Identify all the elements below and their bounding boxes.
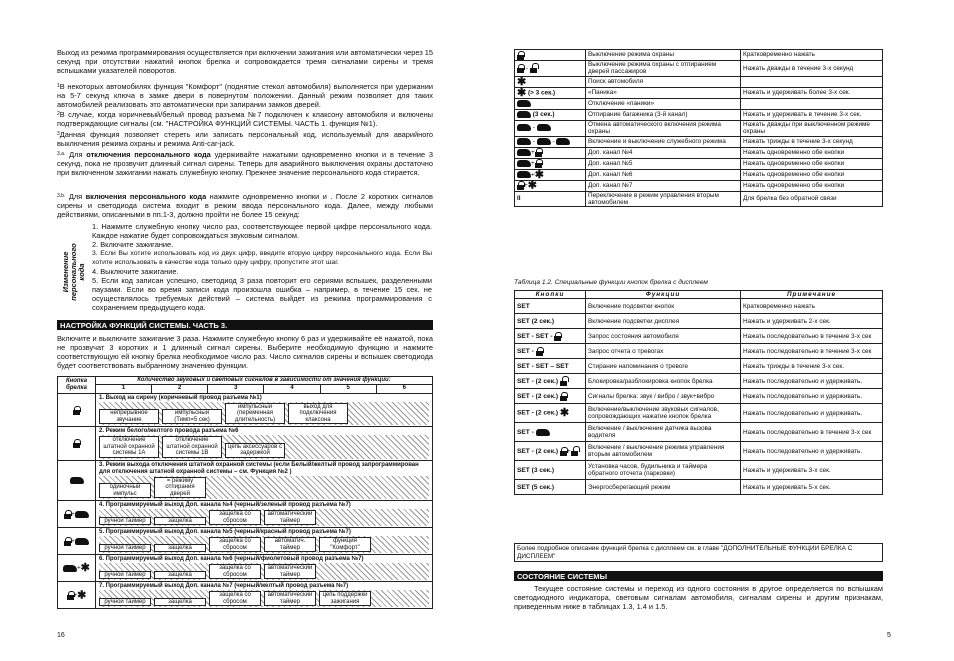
step-3: 3. Если Вы хотите использовать код из двух цифр, введите вторую цифру персонального кода. Если Вы хотите использовать в качестве кода только одну цифру, пропустите этот шаг.: [92, 250, 432, 266]
col-num: 5: [320, 385, 376, 393]
function-cell: Запрос состояния автомобиля: [586, 329, 741, 344]
display-row: [515, 442, 883, 461]
function-cell: Стирание напоминания о тревоге: [586, 359, 741, 374]
option-value: функция "Комфорт": [319, 537, 371, 552]
car-icon: [517, 171, 531, 178]
function-cell: Отпирание багажника (3-й канал): [586, 109, 741, 120]
function-cell: Доп. канал №7: [586, 180, 741, 191]
key-cell: SET: [515, 299, 586, 314]
col-num: 1: [96, 385, 152, 393]
unlock-icon: [530, 64, 537, 73]
note-cell: Нажать последовательно и удерживать.: [741, 374, 883, 389]
key-cell: SET -: [515, 344, 586, 359]
disable-code-paragraph: $^{3.a.}$ Для отключения персонального кода удерживайте нажатыми одновременно кнопки и в течение 3 секунд, пока не прозвучит длинный сигнал сирены. Теперь для аварийного выключения охраны достаточно при включенном зажигании нажать служебную кнопку. Прежнее значение персонального кода стирается.: [57, 150, 433, 177]
table-caption: Таблица 1.2. Специальные функции кнопок брелка с дисплеем: [514, 279, 708, 286]
function-cell: «Паника»: [586, 87, 741, 98]
note-cell: Нажать одновременно обе кнопки: [741, 147, 883, 158]
function-cell: Доп. канал №6: [586, 169, 741, 180]
function-cell: Установка часов, будильника и таймера обратного отсчета (парковки): [586, 461, 741, 480]
display-row: [515, 344, 883, 359]
note-cell: Нажать последовательно в течение 3-х сек: [741, 423, 883, 442]
option-value: отключение штатной охранной системы 1B: [162, 436, 222, 458]
function-row: [58, 427, 433, 461]
function-cell: Включение/выключение звуковых сигналов, сопровождающих нажатие кнопок брелка: [586, 404, 741, 423]
function-row: [58, 501, 433, 528]
option-value: защелка со сбросом: [209, 564, 261, 579]
lock-icon: [73, 439, 80, 448]
car-icon: [517, 149, 531, 156]
note-cell: Нажать и удерживать более 3-х сек.: [741, 87, 883, 98]
state-text: Текущее состояние системы и переход из одного состояния в другое определяется по вспышкам светодиодного индикатора, световым сигналам автомобиля, сигналам сирены и другим признакам, приведенным ниже в таблицах 1.3, 1.4 и 1.5.: [514, 584, 883, 611]
function-cell: Включение подсветки кнопок: [586, 299, 741, 314]
key-row: [515, 136, 883, 147]
option-value: автоматический таймер: [264, 564, 316, 579]
state-title: СОСТОЯНИЕ СИСТЕМЫ: [514, 571, 883, 581]
key-row: [515, 191, 883, 207]
function-cell: Энергосберегающий режим: [586, 480, 741, 495]
step-4: 4. Выключите зажигание.: [92, 267, 179, 276]
function-cell: Сигналы брелка: звук / вибро / звук+вибро: [586, 389, 741, 404]
key-cell: ✱ (> 3 сек.): [515, 87, 586, 98]
option-value: ручной таймер: [99, 598, 151, 607]
note-cell: [741, 98, 883, 109]
key-cell: SET (2 сек.): [515, 314, 586, 329]
button-cell: [58, 427, 96, 461]
function-title: 3. Режим выхода отключения штатной охранной системы (если Белый/желтый провод запрограммирован для отключения штатной охранной системы – см. Функция №2 ): [99, 461, 419, 475]
lock-icon: [517, 64, 524, 73]
note-cell: Нажать последовательно в течение 3-х сек: [741, 344, 883, 359]
page-number-right: 5: [887, 632, 891, 639]
note-cell: Нажать дважды при выключенном режиме охраны: [741, 120, 883, 136]
option-value: защелка: [154, 517, 206, 526]
note-cell: Нажать одновременно обе кнопки: [741, 169, 883, 180]
lock-icon: [64, 537, 71, 546]
key-cell: SET - (2 сек.): [515, 389, 586, 404]
section-text: Включите и выключите зажигание 3 раза. Нажмите служебную кнопку 6 раз и удерживайте её нажатой, пока не прозвучат 3 коротких и 1 длинный сигнал сирены. Выберите необходимую функцию и нажмите соответствующую ей кнопку брелка необходимое число раз. Число сигналов сирены и вспышек светодиода будет соответствовать выбранному значению функции.: [57, 334, 433, 370]
car-icon: [70, 477, 84, 484]
function-cell: Переключение в режим управления вторым автомобилем: [586, 191, 741, 207]
col-num: 4: [264, 385, 320, 393]
star-icon: ✱: [80, 562, 90, 575]
note-cell: Нажать и удерживать 3-х сек.: [741, 461, 883, 480]
key-cell: -: [515, 120, 586, 136]
car-icon: [537, 138, 551, 145]
option-value: = режиму отпирания дверей: [154, 477, 206, 499]
car-icon: [517, 111, 531, 118]
car-icon: [63, 565, 77, 572]
option-value: защелка: [154, 544, 206, 553]
option-value: защелка со сбросом: [209, 510, 261, 525]
option-value: импульсный (Тимп=5 сек): [162, 409, 222, 424]
display-row: [515, 359, 883, 374]
car-icon: [517, 160, 531, 167]
lock-icon: [517, 51, 524, 60]
key-cell: [515, 98, 586, 109]
lock-icon: [73, 406, 80, 415]
key-cell: +✱: [515, 169, 586, 180]
col-button: Кнопка брелка: [58, 377, 96, 394]
key-cell: -: [515, 61, 586, 77]
key-row: [515, 76, 883, 87]
key-cell: II: [515, 191, 586, 207]
key-cell: SET -: [515, 423, 586, 442]
function-title: 6. Программируемый выход Доп. канала №6 (черный/фиолетовый провод разъема №7): [99, 556, 364, 563]
option-value: автоматич. таймер: [264, 537, 316, 552]
lock-icon: [554, 332, 561, 341]
note-cell: Для брелка без обратной связи: [741, 191, 883, 207]
steps-list: [92, 222, 432, 312]
footnote-3: $^3$Данная функция позволяет стереть или записать персональный код, используемый для аварийного выключения режима охраны и режима Anti-car-jack.: [57, 130, 433, 148]
option-value: отключение штатной охранной системы 1A: [99, 436, 159, 458]
display-row: [515, 461, 883, 480]
key-row: [515, 50, 883, 61]
car-icon: [536, 429, 550, 436]
function-cell: Включение и выключение служебного режима: [586, 136, 741, 147]
key-row: [515, 158, 883, 169]
key-cell: [515, 76, 586, 87]
lock-icon: [536, 347, 543, 356]
option-value: непрерывное звучание: [99, 409, 159, 424]
display-row: [515, 423, 883, 442]
enable-code-paragraph: $^{3.b.}$ Для включения персонального кода нажмите одновременно кнопки и . После 2 коротких сигналов сирены и светодиода система входит в режим ввода персонального кода. Далее, между любыми действиями, описанными в пп.1-3, должно пройти не более 15 секунд:: [57, 192, 433, 219]
display-row: [515, 329, 883, 344]
step-1: 1. Нажмите служебную кнопку число раз, соответствующее первой цифре персонального кода. Каждое нажатие будет сопровождаться звуковым сигналом.: [92, 222, 432, 240]
function-title: 7. Программируемый выход Доп. канала №7 (черный/желтый провод разъема №7): [99, 583, 349, 590]
note-cell: Нажать и удерживать в течение 3-х сек.: [741, 109, 883, 120]
function-row: [58, 393, 433, 427]
lock-icon: [560, 447, 567, 456]
intro-paragraph: Выход из режима программирования осуществляется при включении зажигания или автоматически через 15 секунд при отсутствии нажатий кнопок брелка и сопровождается тремя сигналами сирены и тремя вспышками указателей поворотов.: [57, 48, 434, 75]
col-num: 3: [208, 385, 264, 393]
star-icon: ✱: [534, 168, 544, 181]
display-row: [515, 374, 883, 389]
option-value: автоматический таймер: [264, 591, 316, 606]
function-title: 2. Режим белого/желтого провода разъема №6: [99, 428, 239, 435]
col-num: 6: [376, 385, 432, 393]
option-value: импульсный (переменная длительность): [225, 403, 285, 425]
footer-note: Более подробное описание функций брелка с дисплеем см. в главе "ДОПОЛНИТЕЛЬНЫЕ ФУНКЦИИ БРЕЛКА С ДИСПЛЕЕМ": [514, 543, 883, 562]
header-functions: Функции: [586, 291, 741, 299]
display-row: [515, 314, 883, 329]
key-cell: SET - (2 сек.): [515, 374, 586, 389]
note-cell: Нажать последовательно в течение 3-х сек: [741, 329, 883, 344]
button-cell: +✱: [58, 582, 96, 609]
function-cell: Включение / выключение датчика вызова водителя: [586, 423, 741, 442]
step-2: 2. Включите зажигание.: [92, 240, 174, 249]
function-cell: Доп. канал №5: [586, 158, 741, 169]
option-value: цепь аксессуаров с задержкой: [225, 443, 285, 458]
note-cell: Нажать трижды в течение 3-х сек.: [741, 359, 883, 374]
col-num: 2: [152, 385, 208, 393]
function-cell: Выключение режима охраны: [586, 50, 741, 61]
key-cell: [515, 50, 586, 61]
key-cell: SET - SET – SET: [515, 359, 586, 374]
key-row: [515, 120, 883, 136]
key-row: [515, 147, 883, 158]
option-value: ручной таймер: [99, 571, 151, 580]
unlock-icon: [571, 447, 578, 456]
display-row: [515, 404, 883, 423]
display-functions-table: [514, 290, 883, 495]
function-cell: Отключение «паники»: [586, 98, 741, 109]
vertical-label: Изменение персонального кода: [61, 243, 86, 301]
car-icon: [537, 124, 551, 131]
option-value: защелка со сбросом: [209, 537, 261, 552]
lock-icon: [64, 510, 71, 519]
note-cell: Нажать последовательно и удерживать.: [741, 442, 883, 461]
display-row: [515, 389, 883, 404]
function-title: 4. Программируемый выход Доп. канала №4 (черный/зеленый провод разъема №7): [99, 502, 351, 509]
right-page: [477, 0, 954, 661]
note-cell: Нажать и удерживать 2-х сек.: [741, 314, 883, 329]
key-cell: SET - (2 сек.) ✱: [515, 404, 586, 423]
key-cell: SET (5 сек.): [515, 480, 586, 495]
key-row: [515, 109, 883, 120]
note-cell: Кратковременно нажать: [741, 50, 883, 61]
function-cell: Включение подсветки дисплея: [586, 314, 741, 329]
function-cell: Блокировка/разблокировка кнопок брелка: [586, 374, 741, 389]
header-buttons: Кнопки: [515, 291, 586, 299]
star-icon: ✱: [517, 86, 527, 99]
option-value: ручной таймер: [99, 517, 151, 526]
function-cell: Отмена автоматического включения режима охраны: [586, 120, 741, 136]
col-signals: Количество звуковых и световых сигналов в зависимости от значения функции:: [96, 377, 433, 385]
key-cell: +: [515, 147, 586, 158]
option-value: выход для подключения клаксона: [288, 403, 348, 425]
note-cell: Нажать одновременно обе кнопки: [741, 180, 883, 191]
star-icon: ✱: [517, 75, 527, 88]
function-title: 5. Программируемый выход Доп. канала №5 (черный/красный провод разъема №7): [99, 529, 351, 536]
car-icon: [517, 100, 531, 107]
key-cell: SET (3 сек.): [515, 461, 586, 480]
button-cell: +✱: [58, 555, 96, 582]
key-row: [515, 169, 883, 180]
function-row: [58, 460, 433, 501]
note-cell: Нажать последовательно и удерживать.: [741, 389, 883, 404]
note-cell: Нажать последовательно и удерживать.: [741, 404, 883, 423]
note-cell: Нажать одновременно обе кнопки: [741, 158, 883, 169]
function-cell: Поиск автомобиля: [586, 76, 741, 87]
note-cell: Кратковременно нажать: [741, 299, 883, 314]
car-icon: [75, 538, 89, 545]
star-icon: ✱: [77, 589, 87, 602]
lock-icon: [67, 591, 74, 600]
note-cell: Нажать дважды в течение 3-х секунд: [741, 61, 883, 77]
function-row: [58, 528, 433, 555]
display-row: [515, 480, 883, 495]
function-cell: Доп. канал №4: [586, 147, 741, 158]
function-title: 1. Выход на сирену (коричневый провод разъема №1): [99, 394, 262, 401]
button-cell: +: [58, 528, 96, 555]
lock-icon: [560, 392, 567, 401]
key-row: [515, 87, 883, 98]
lock-icon: [517, 181, 524, 190]
footnote-1: $^1$В некоторых автомобилях функция "Комфорт" (поднятие стекол автомобиля) выполняется при удержании на 5-7 секунд ключа в замке двери в повернутом положении. Данный режим позволяет для таких автомобилей реализовать это автоматически при запирании замков дверей.: [57, 82, 433, 109]
step-5: 5. Если код записан успешно, светодиод 3 раза повторит его сериями вспышек, разделенными паузами. Если во время записи кода произошла ошибка – например, в течение 15 сек. не осуществлялось требуемых действий – система выйдет из режима программирования с сохранением предыдущего кода.: [92, 276, 432, 312]
key-cell: +✱: [515, 180, 586, 191]
function-cell: Выключение режима охраны с отпиранием дверей пассажиров: [586, 61, 741, 77]
option-value: защелка: [154, 598, 206, 607]
option-value: автоматический таймер: [264, 510, 316, 525]
key-row: [515, 61, 883, 77]
star-icon: ✱: [559, 407, 570, 420]
car-icon: [75, 511, 89, 518]
key-row: [515, 180, 883, 191]
unlock-icon: [560, 377, 567, 386]
star-icon: ✱: [527, 179, 537, 192]
display-row: [515, 299, 883, 314]
car-icon: [556, 138, 570, 145]
section-title: НАСТРОЙКА ФУНКЦИЙ СИСТЕМЫ. ЧАСТЬ 3.: [57, 320, 433, 330]
button-cell: +: [58, 501, 96, 528]
option-value: защелка: [154, 571, 206, 580]
car-icon: [517, 138, 531, 145]
function-table: [57, 376, 433, 609]
key-cell: +: [515, 158, 586, 169]
option-value: цепь поддержки зажигания: [319, 591, 371, 606]
option-value: ручной таймер: [99, 544, 151, 553]
lock-icon: [535, 159, 542, 168]
key-cell: (3 сек.): [515, 109, 586, 120]
option-value: одиночный импульс: [99, 483, 151, 498]
note-cell: Нажать и удерживать 5-х сек.: [741, 480, 883, 495]
button-cell: [58, 460, 96, 501]
key-cell: SET - (2 сек.) +: [515, 442, 586, 461]
lock-icon: [535, 148, 542, 157]
key-cell: - -: [515, 136, 586, 147]
function-cell: Запрос отчета о тревогах: [586, 344, 741, 359]
key-cell: SET - SET -: [515, 329, 586, 344]
function-row: [58, 582, 433, 609]
function-cell: Включение / выключение режима управления вторым автомобилем: [586, 442, 741, 461]
option-value: защелка со сбросом: [209, 591, 261, 606]
car-icon: [517, 124, 531, 131]
button-cell: [58, 393, 96, 427]
key-functions-table: [514, 49, 883, 207]
header-notes: Примечание: [741, 291, 883, 299]
footnote-2: $^2$В случае, когда коричневый/белый провод разъема №7 подключен к клаксону автомобиля и включены подтверждающие сигналы (см. "НАСТРОЙКА ФУНКЦИЙ СИСТЕМЫ. ЧАСТЬ 1. функция №1).: [57, 110, 433, 128]
function-row: [58, 555, 433, 582]
note-cell: Нажать трижды в течение 3-х секунд: [741, 136, 883, 147]
key-row: [515, 98, 883, 109]
note-cell: [741, 76, 883, 87]
page-number-left: 16: [57, 632, 65, 639]
